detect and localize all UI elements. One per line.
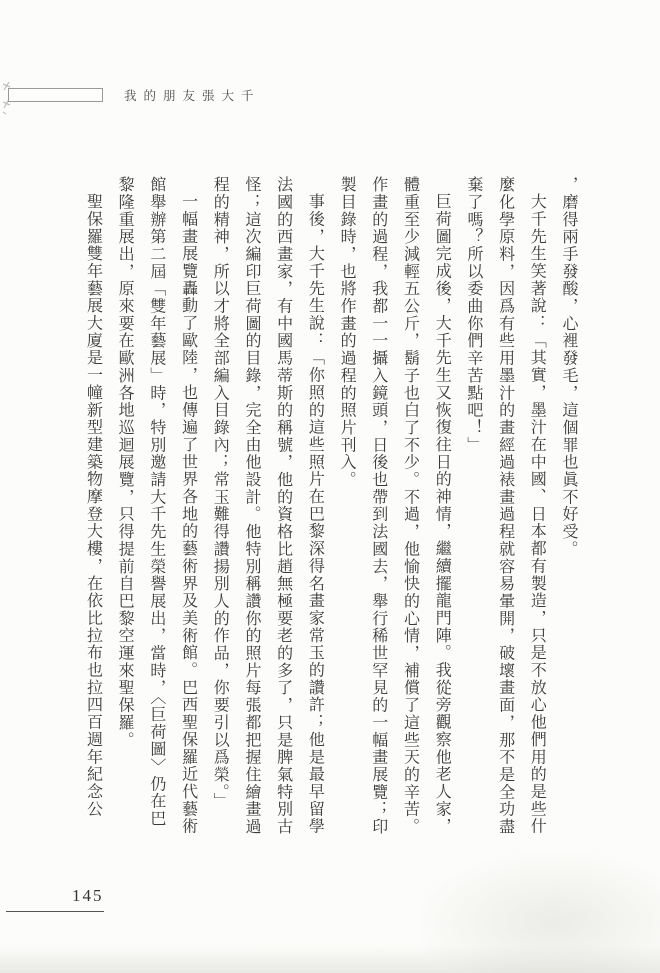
paragraph: 事後，大千先生說：「你照的這些照片在巴黎深得名畫家常玉的讚許；他是最早留學法國的西畫家，有中國馬蒂斯的稱號，他的資格比趙無極要老的多了，只是脾氣特別古怪；這次編印巨荷圖的目錄，完全由他設計。他特別稱讚你的照片每張都把握住繪畫過程的精神，所以才將全部編入目錄內；常玉難得讚揚別人的作品，你要引以爲榮。」 — [211, 176, 324, 836]
paragraph: ，磨得兩手發酸，心裡發毛，這個罪也眞不好受。 — [560, 176, 577, 558]
paragraph: 一幅畫展覽轟動了歐陸，也傳遍了世界各地的藝術界及美術館。巴西聖保羅近代藝術館舉辦第二屆「雙年藝展」時，特別邀請大千先生榮譽展出，當時，〈巨荷圖〉仍在巴黎隆重展出，原來要在歐洲各地巡迴展覽，只得提前自巴黎空運來聖保羅。 — [116, 176, 197, 836]
scan-edge-shadow — [0, 945, 660, 973]
header-ornament-box — [8, 88, 103, 102]
paragraph: 聖保羅雙年藝展大廈是一幢新型建築物摩登大樓，在依比拉布也拉四百週年紀念公 — [84, 193, 102, 818]
paragraph: 大千先生笑著說：「其實，墨汁在中國、日本都有製造，只是不放心他們用的是些什麼化學原料，因爲有些用墨汁的畫經過裱畫過程就容易暈開，破壞畫面，那不是全功盡棄了嗎？所以委曲你們辛苦點吧！」 — [464, 176, 546, 836]
page-number-rule — [6, 911, 104, 912]
body-text-block — [76, 176, 584, 837]
scan-smudge — [410, 848, 660, 973]
paragraph: 巨荷圖完成後，大千先生又恢復往日的神情，繼續擺龍門陣。我從旁觀察他老人家，體重至少減輕五公斤，鬍子也白了不少。不過，他愉快的心情，補償了這些天的辛苦。作畫的過程，我都一一攝入鏡頭，日後也帶到法國去，舉行稀世罕見的一幅畫展覽；印製目錄時，也將作畫的過程的照片刊入。 — [338, 176, 451, 836]
running-head-title: 我的朋友張大千 — [124, 89, 261, 103]
page-number: 145 — [72, 886, 104, 905]
